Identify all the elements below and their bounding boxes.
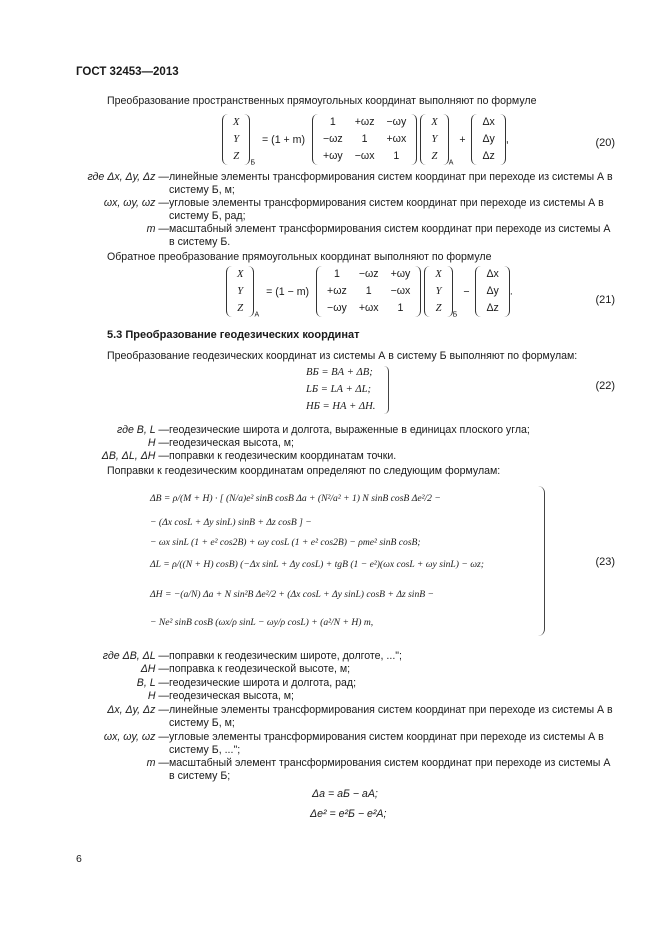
shift-vector: Δx Δy Δz xyxy=(471,114,505,165)
term: ωx, ωy, ωz — xyxy=(103,731,169,743)
formula-21: X Y Z $_А$ = (1 − m) 1 −ωz +ωy +ωz 1 −ωx −ωy +ωx 1 X Y Z $_Б$ − Δx Δy Δz . xyxy=(226,266,513,318)
term: где Δx, Δy, Δz — xyxy=(87,171,169,183)
term-description: геодезические широта и долгота, выраженные в единицах плоского угла; xyxy=(169,424,530,436)
term-description: масштабный элемент трансформирования систем координат при переходе из системы А в систему Б; xyxy=(169,757,611,782)
term-description: угловые элементы трансформирования систем координат при переходе из системы А в систему Б, ..."; xyxy=(169,731,604,756)
term-description: геодезическая высота, м; xyxy=(169,437,294,449)
paragraph-3: Преобразование геодезических координат из системы А в систему Б выполняют по формулам: xyxy=(107,350,578,362)
paragraph-2: Обратное преобразование прямоугольных координат выполняют по формуле xyxy=(107,251,492,263)
term: ωx, ωy, ωz — xyxy=(103,197,169,209)
term: H — xyxy=(147,437,169,449)
formula-20: X Y Z $_Б$ = (1 + m) 1 +ωz −ωy −ωz 1 +ωx +ωy −ωx 1 X Y Z $_А$ + Δx Δy Δz , xyxy=(222,114,509,166)
formula-22: BБ = BА + ΔB; LБ = LА + ΔL; HБ = HА + ΔH. xyxy=(306,367,376,412)
term-description: угловые элементы трансформирования систем координат при переходе из системы А в систему Б, рад; xyxy=(169,197,604,222)
equation-number-20: (20) xyxy=(595,137,615,149)
term: m — xyxy=(146,223,169,235)
term-description: поправки к геодезическим координатам точки. xyxy=(169,450,397,462)
equation-number-23: (23) xyxy=(595,556,615,568)
page-number: 6 xyxy=(76,853,82,865)
term-description: геодезическая высота, м; xyxy=(169,690,294,702)
document-header: ГОСТ 32453—2013 xyxy=(76,66,179,78)
formula-delta-e2: Δe² = e²Б − e²А; xyxy=(310,808,387,820)
term: H — xyxy=(147,690,169,702)
term-description: геодезические широта и долгота, рад; xyxy=(169,677,357,689)
term-description: линейные элементы трансформирования систем координат при переходе из системы А в систему Б, м; xyxy=(169,704,613,729)
equation-number-22: (22) xyxy=(595,380,615,392)
term: где ΔB, ΔL — xyxy=(102,650,169,662)
lhs-vector: X Y Z xyxy=(222,114,250,165)
term: ΔB, ΔL, ΔH — xyxy=(101,450,169,462)
term: Δx, Δy, Δz — xyxy=(107,704,169,716)
source-vector: X Y Z xyxy=(420,114,448,165)
equation-number-21: (21) xyxy=(595,294,615,306)
term: B, L — xyxy=(136,677,169,689)
term-description: линейные элементы трансформирования систем координат при переходе из системы А в систему Б, м; xyxy=(169,171,613,196)
paragraph-4: Поправки к геодезическим координатам определяют по следующим формулам: xyxy=(107,465,501,477)
term-description: поправки к геодезическим широте, долготе, ..."; xyxy=(169,650,402,662)
section-heading: 5.3 Преобразование геодезических координат xyxy=(107,329,360,341)
formula-23: ΔB = ρ/(M + H) · [ (N/a)e² sinB cosB Δa + (N²/a² + 1) N sinB cosB Δe²/2 − − (Δx cosL + Δy sinL) sinB + Δz cosB ] − − ωx sinL (1 + e² cos2B) + ωy cosL (1 + e² cos2B) − ρme² sinB cosB; ΔL = ρ/((N + H) cosB) (−Δx sinL + Δy cosL) + tgB (1 − e²)(ωx cosL + ωy sinL) − ωz; ΔH = −(a/N) Δa + N sin²B Δe²/2 + (Δx cosL + Δy sinL) cosB + Δz sinB − − Ne² sinB cosB (ωx/ρ sinL − ωy/ρ cosL) + (a²/N + H) m, xyxy=(150,493,484,628)
term: m — xyxy=(146,757,169,769)
term-description: масштабный элемент трансформирования систем координат при переходе из системы А в систему Б. xyxy=(169,223,611,248)
formula-delta-a: Δa = aБ − aА; xyxy=(312,788,378,800)
term: ΔH — xyxy=(140,663,169,675)
term-description: поправка к геодезической высоте, м; xyxy=(169,663,351,675)
term: где B, L — xyxy=(117,424,169,436)
paragraph-1: Преобразование пространственных прямоугольных координат выполняют по формуле xyxy=(107,95,537,107)
rotation-matrix: 1 +ωz −ωy −ωz 1 +ωx +ωy −ωx 1 xyxy=(312,114,417,165)
